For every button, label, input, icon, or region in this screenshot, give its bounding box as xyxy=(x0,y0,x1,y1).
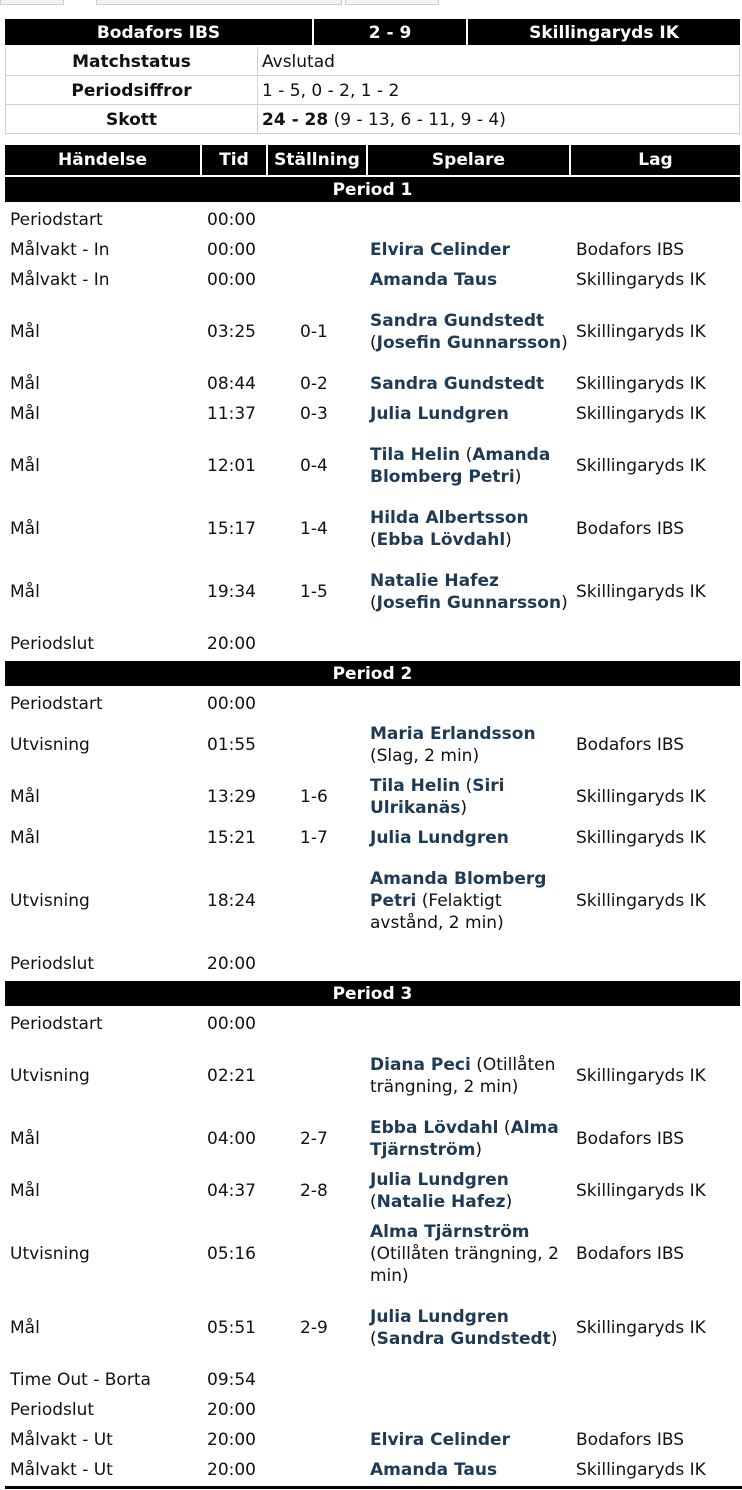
event-row xyxy=(0,1455,742,1485)
event-row xyxy=(0,235,742,265)
player-link[interactable]: Hilda Albertsson xyxy=(370,508,529,528)
event-type: Utvisning xyxy=(10,1244,90,1264)
event-score: 0-4 xyxy=(300,456,328,476)
event-type: Utvisning xyxy=(10,735,90,755)
status-label: Matchstatus xyxy=(5,47,258,75)
event-team: Bodafors IBS xyxy=(576,1244,685,1264)
match-score-header xyxy=(5,19,740,45)
event-time: 00:00 xyxy=(207,240,256,260)
event-score: 0-3 xyxy=(300,404,328,424)
event-team: Skillingaryds IK xyxy=(576,787,706,807)
event-player-cell xyxy=(370,399,570,429)
status-row xyxy=(5,47,740,76)
event-row xyxy=(0,689,742,719)
player-wrap xyxy=(370,1429,510,1451)
player-link[interactable]: Tila Helin xyxy=(370,776,461,796)
event-time: 19:34 xyxy=(207,582,256,602)
col-event: Händelse xyxy=(58,150,147,170)
event-type: Mål xyxy=(10,1181,40,1201)
event-type: Periodstart xyxy=(10,694,103,714)
event-time: 01:55 xyxy=(207,735,256,755)
top-tab[interactable] xyxy=(0,0,64,5)
event-time: 12:01 xyxy=(207,456,256,476)
paren-open: ( xyxy=(370,530,377,550)
event-score: 2-8 xyxy=(300,1181,328,1201)
shots-value xyxy=(262,105,506,133)
paren-close: ) xyxy=(505,530,512,550)
event-type: Mål xyxy=(10,582,40,602)
event-time: 05:51 xyxy=(207,1318,256,1338)
assist-link[interactable]: Alma Tjärnström xyxy=(370,1118,559,1160)
event-time: 02:21 xyxy=(207,1066,256,1086)
event-player-cell xyxy=(370,1425,570,1455)
event-row xyxy=(0,1365,742,1395)
event-player-cell xyxy=(370,1009,570,1039)
event-time: 20:00 xyxy=(207,1400,256,1420)
event-player-cell xyxy=(370,629,570,659)
event-team: Skillingaryds IK xyxy=(576,891,706,911)
event-score: 0-2 xyxy=(300,374,328,394)
event-time: 11:37 xyxy=(207,404,256,424)
player-link[interactable]: Natalie Hafez xyxy=(370,571,499,591)
event-row xyxy=(0,1291,742,1365)
event-team: Skillingaryds IK xyxy=(576,374,706,394)
event-team: Bodafors IBS xyxy=(576,240,685,260)
period-header: Period 3 xyxy=(5,981,740,1006)
penalty-note: (Felaktigt avstånd, 2 min) xyxy=(370,891,504,933)
paren-open: ( xyxy=(370,333,377,353)
event-type: Mål xyxy=(10,828,40,848)
event-type: Mål xyxy=(10,787,40,807)
event-row xyxy=(0,265,742,295)
event-row xyxy=(0,823,742,853)
paren-close: ) xyxy=(514,467,522,487)
event-row xyxy=(0,719,742,771)
status-value: Avslutad xyxy=(262,52,335,72)
event-time: 04:37 xyxy=(207,1181,256,1201)
event-row xyxy=(0,1217,742,1291)
shots-row xyxy=(5,105,740,134)
player-wrap xyxy=(370,1221,570,1287)
paren-close: ) xyxy=(460,798,467,818)
event-type: Utvisning xyxy=(10,1066,90,1086)
top-tab[interactable] xyxy=(96,0,342,5)
player-link[interactable]: Julia Lundgren xyxy=(370,828,509,848)
event-time: 20:00 xyxy=(207,1430,256,1450)
event-time: 20:00 xyxy=(207,634,256,654)
event-player-cell xyxy=(370,689,570,719)
event-player-cell xyxy=(370,265,570,295)
top-tab-strip xyxy=(0,0,742,5)
event-type: Mål xyxy=(10,404,40,424)
player-link[interactable]: Julia Lundgren xyxy=(370,1170,509,1190)
event-type: Mål xyxy=(10,1318,40,1338)
event-type: Mål xyxy=(10,322,40,342)
event-team: Skillingaryds IK xyxy=(576,456,706,476)
event-time: 00:00 xyxy=(207,270,256,290)
event-type: Time Out - Borta xyxy=(10,1370,151,1390)
player-wrap xyxy=(370,373,544,395)
event-team: Skillingaryds IK xyxy=(576,1066,706,1086)
event-row xyxy=(0,555,742,629)
event-row xyxy=(0,399,742,429)
event-player-cell xyxy=(370,719,570,771)
top-tab[interactable] xyxy=(345,0,439,5)
event-player-cell xyxy=(370,369,570,399)
away-team[interactable]: Skillingaryds IK xyxy=(529,23,679,43)
col-score: Ställning xyxy=(274,150,360,170)
assist-link[interactable]: Natalie Hafez xyxy=(376,1192,506,1212)
event-row xyxy=(0,369,742,399)
event-type: Periodslut xyxy=(10,954,95,974)
paren-close: ) xyxy=(550,1329,558,1349)
player-link[interactable]: Ebba Lövdahl xyxy=(370,1118,499,1138)
event-team: Bodafors IBS xyxy=(576,519,685,539)
paren-close: ) xyxy=(475,1140,483,1160)
event-type: Målvakt - Ut xyxy=(10,1460,113,1480)
event-score: 1-6 xyxy=(300,787,328,807)
event-team: Bodafors IBS xyxy=(576,1129,685,1149)
event-time: 04:00 xyxy=(207,1129,256,1149)
event-score: 1-4 xyxy=(300,519,328,539)
assist-link[interactable]: Josefin Gunnarsson xyxy=(376,333,562,353)
event-time: 13:29 xyxy=(207,787,256,807)
event-type: Periodslut xyxy=(10,1400,95,1420)
player-wrap xyxy=(370,1117,570,1161)
event-type: Periodstart xyxy=(10,210,103,230)
player-link[interactable]: Elvira Celinder xyxy=(370,1430,510,1450)
player-wrap xyxy=(370,269,497,291)
assist-link[interactable]: Siri Ulrikanäs xyxy=(370,776,505,818)
event-player-cell xyxy=(370,295,570,369)
event-time: 20:00 xyxy=(207,954,256,974)
player-wrap xyxy=(370,1459,497,1481)
assist-link[interactable]: Sandra Gundstedt xyxy=(376,1329,551,1349)
player-wrap xyxy=(370,507,570,551)
event-type: Periodslut xyxy=(10,634,95,654)
event-row xyxy=(0,1113,742,1165)
player-wrap xyxy=(370,827,509,849)
events-table-header xyxy=(5,145,740,175)
period-header: Period 2 xyxy=(5,661,740,686)
event-time: 18:24 xyxy=(207,891,256,911)
event-row xyxy=(0,1165,742,1217)
player-link[interactable]: Alma Tjärnström xyxy=(370,1222,530,1242)
event-row xyxy=(0,1395,742,1425)
event-team: Skillingaryds IK xyxy=(576,582,706,602)
col-team: Lag xyxy=(638,150,673,170)
paren-open: ( xyxy=(370,1192,377,1212)
col-player: Spelare xyxy=(431,150,506,170)
bottom-border xyxy=(5,1486,742,1489)
event-row xyxy=(0,771,742,823)
player-link[interactable]: Maria Erlandsson xyxy=(370,724,536,744)
event-player-cell xyxy=(370,1039,570,1113)
paren-close: ) xyxy=(505,1192,513,1212)
event-team: Skillingaryds IK xyxy=(576,1318,706,1338)
event-player-cell xyxy=(370,949,570,979)
event-type: Målvakt - In xyxy=(10,240,110,260)
event-type: Mål xyxy=(10,1129,40,1149)
event-type: Periodstart xyxy=(10,1014,103,1034)
event-time: 20:00 xyxy=(207,1460,256,1480)
player-link[interactable]: Julia Lundgren xyxy=(370,404,509,424)
event-row xyxy=(0,1009,742,1039)
paren-open: ( xyxy=(370,593,377,613)
event-row xyxy=(0,503,742,555)
paren-close: ) xyxy=(561,593,568,613)
match-info-table xyxy=(5,47,740,134)
player-link[interactable]: Julia Lundgren xyxy=(370,1307,509,1327)
event-team: Bodafors IBS xyxy=(576,735,685,755)
event-player-cell xyxy=(370,429,570,503)
event-row xyxy=(0,629,742,659)
event-player-cell xyxy=(370,1455,570,1485)
event-time: 15:17 xyxy=(207,519,256,539)
event-player-cell xyxy=(370,771,570,823)
player-link[interactable]: Amanda Taus xyxy=(370,270,498,290)
event-player-cell xyxy=(370,503,570,555)
player-wrap xyxy=(370,1054,570,1098)
event-player-cell xyxy=(370,1113,570,1165)
event-row xyxy=(0,205,742,235)
shots-label: Skott xyxy=(5,105,258,133)
event-row xyxy=(0,853,742,949)
player-wrap xyxy=(370,444,570,488)
event-time: 09:54 xyxy=(207,1370,256,1390)
event-time: 08:44 xyxy=(207,374,256,394)
event-type: Mål xyxy=(10,456,40,476)
event-player-cell xyxy=(370,235,570,265)
player-link[interactable]: Sandra Gundstedt xyxy=(370,311,545,331)
event-team: Skillingaryds IK xyxy=(576,1181,706,1201)
event-score: 0-1 xyxy=(300,322,328,342)
event-player-cell xyxy=(370,823,570,853)
assist-link[interactable]: Amanda Blomberg Petri xyxy=(370,445,551,487)
event-row xyxy=(0,295,742,369)
assist-link[interactable]: Ebba Lövdahl xyxy=(376,530,506,550)
periods-value: 1 - 5, 0 - 2, 1 - 2 xyxy=(262,81,400,101)
paren-open: ( xyxy=(465,776,473,796)
event-player-cell xyxy=(370,1165,570,1217)
event-time: 05:16 xyxy=(207,1244,256,1264)
penalty-note: (Slag, 2 min) xyxy=(370,746,480,766)
event-time: 00:00 xyxy=(207,694,256,714)
event-type: Mål xyxy=(10,374,40,394)
event-player-cell xyxy=(370,555,570,629)
event-time: 00:00 xyxy=(207,210,256,230)
shots-total: 24 - 28 xyxy=(262,110,329,130)
assist-link[interactable]: Josefin Gunnarsson xyxy=(376,593,562,613)
event-type: Målvakt - In xyxy=(10,270,110,290)
periods-row xyxy=(5,76,740,105)
penalty-note: (Otillåten trängning, 2 min) xyxy=(370,1244,559,1286)
player-wrap xyxy=(370,310,570,354)
player-wrap xyxy=(370,1169,570,1213)
event-team: Bodafors IBS xyxy=(576,1430,685,1450)
penalty-note: (Otillåten trängning, 2 min) xyxy=(370,1055,556,1097)
event-type: Mål xyxy=(10,519,40,539)
player-link[interactable]: Amanda Taus xyxy=(370,1460,498,1480)
event-time: 00:00 xyxy=(207,1014,256,1034)
player-wrap xyxy=(370,723,570,767)
event-team: Skillingaryds IK xyxy=(576,404,706,424)
event-player-cell xyxy=(370,1395,570,1425)
final-score: 2 - 9 xyxy=(368,23,412,43)
paren-open: ( xyxy=(370,1329,377,1349)
event-score: 2-7 xyxy=(300,1129,328,1149)
event-player-cell xyxy=(370,1291,570,1365)
paren-open: ( xyxy=(465,445,473,465)
paren-open: ( xyxy=(503,1118,511,1138)
player-wrap xyxy=(370,570,570,614)
event-score: 1-7 xyxy=(300,828,328,848)
shots-detail: (9 - 13, 6 - 11, 9 - 4) xyxy=(328,110,506,130)
event-player-cell xyxy=(370,1217,570,1291)
period-header: Period 1 xyxy=(5,177,740,202)
player-wrap xyxy=(370,1306,570,1350)
event-type: Utvisning xyxy=(10,891,90,911)
player-wrap xyxy=(370,403,509,425)
player-link[interactable]: Elvira Celinder xyxy=(370,240,510,260)
event-team: Skillingaryds IK xyxy=(576,270,706,290)
player-link[interactable]: Sandra Gundstedt xyxy=(370,374,545,394)
player-wrap xyxy=(370,775,570,819)
event-player-cell xyxy=(370,853,570,949)
event-team: Skillingaryds IK xyxy=(576,322,706,342)
event-player-cell xyxy=(370,1365,570,1395)
player-wrap xyxy=(370,239,510,261)
event-row xyxy=(0,1425,742,1455)
event-team: Skillingaryds IK xyxy=(576,828,706,848)
event-score: 2-9 xyxy=(300,1318,328,1338)
player-wrap xyxy=(370,868,570,934)
player-link[interactable]: Tila Helin xyxy=(370,445,461,465)
periods-label: Periodsiffror xyxy=(5,76,258,104)
event-team: Skillingaryds IK xyxy=(576,1460,706,1480)
event-type: Målvakt - Ut xyxy=(10,1430,113,1450)
col-time: Tid xyxy=(219,150,249,170)
paren-close: ) xyxy=(561,333,568,353)
event-row xyxy=(0,1039,742,1113)
player-link[interactable]: Amanda Blomberg Petri xyxy=(370,869,547,911)
home-team[interactable]: Bodafors IBS xyxy=(96,23,221,43)
event-time: 15:21 xyxy=(207,828,256,848)
event-row xyxy=(0,429,742,503)
event-score: 1-5 xyxy=(300,582,328,602)
event-row xyxy=(0,949,742,979)
event-time: 03:25 xyxy=(207,322,256,342)
player-link[interactable]: Diana Peci xyxy=(370,1055,471,1075)
event-player-cell xyxy=(370,205,570,235)
